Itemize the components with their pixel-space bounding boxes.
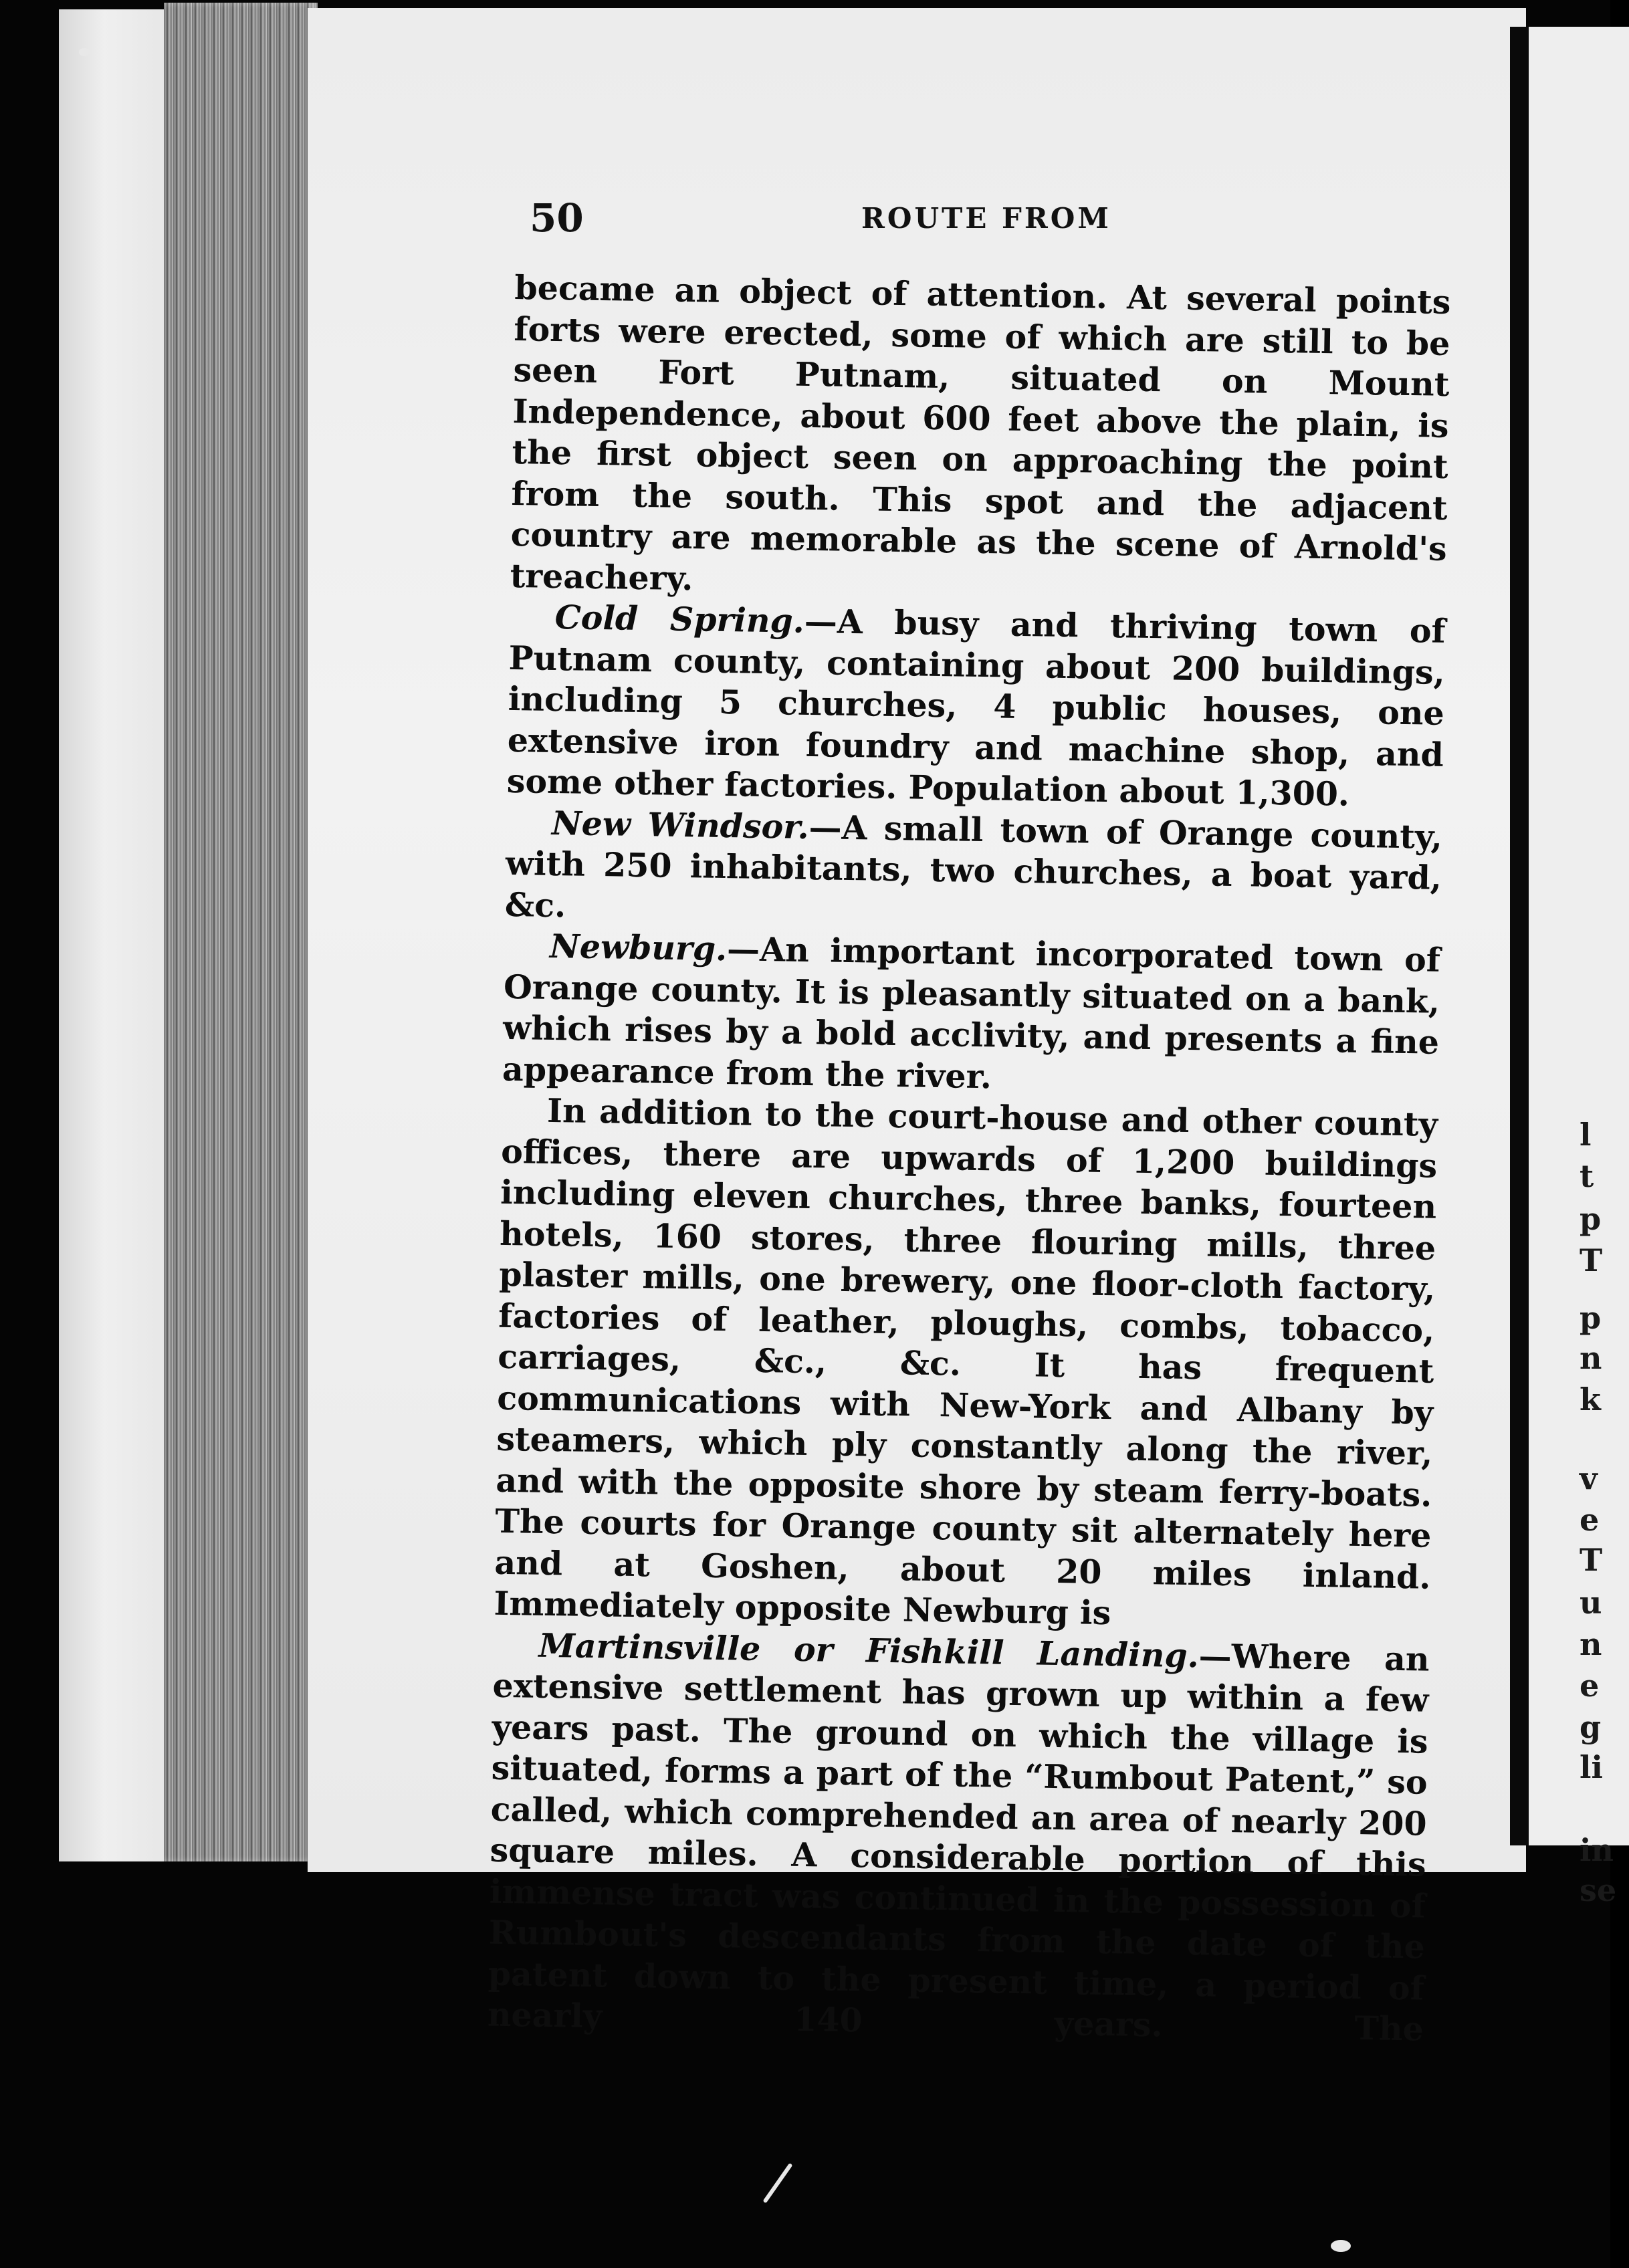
facing-fragment: n: [1580, 1626, 1602, 1662]
paragraph-martinsville: [487, 1624, 1429, 2050]
page-number: 50: [530, 195, 584, 241]
paragraph-text: In addition to the court-house and other county offices, there are upwards of 1,200 buildings including eleven churches, three banks, fourteen hotels, 160 stores, three flouring mills, three plaster mills, one brewery, one floor-cloth factory, factories of leather, ploughs, combs, tobacco, carriages, &c., &c. It has frequent communications with New-York and Albany by steamers, which ply constantly along the river, and with the opposite shore by steam ferry-boats. The courts for Orange county sit alternately here and at Goshen, about 20 miles inland. Immediately opposite Newburg is: [494, 1091, 1438, 1633]
facing-fragment: se: [1580, 1872, 1617, 1908]
paragraph: [510, 267, 1451, 611]
facing-fragment: li: [1580, 1749, 1603, 1785]
facing-fragment: g: [1580, 1709, 1602, 1745]
facing-fragment: v: [1580, 1460, 1598, 1496]
running-head: [530, 195, 1446, 249]
place-name: Cold Spring.: [554, 598, 805, 641]
scan-speck: [79, 48, 90, 56]
paragraph-text: —A small town of Orange county, with 250 inhabitants, two churches, a boat yard, &c.: [504, 807, 1443, 925]
facing-page-edge: [1510, 27, 1629, 1845]
paragraph-newburg-detail: [494, 1090, 1438, 1639]
facing-fragment: in: [1580, 1832, 1614, 1868]
paragraph-text: —A busy and thriving town of Putnam county, containing about 200 buildings, including 5 churches, 4 public houses, one extensive iron foundry and machine shop, and some other factories. Population about 1,300.: [506, 601, 1446, 814]
facing-fragment: k: [1580, 1381, 1601, 1418]
facing-fragment: n: [1580, 1340, 1602, 1376]
paragraph-text: became an object of attention. At several points forts were erected, some of which are still to be seen Fort Putnam, situated on Mount Independence, about 600 feet above the plain, is the first object seen on approaching the point from the south. This spot and the adjacent country are memorable as the scene of Arnold's treachery.: [510, 267, 1451, 598]
facing-fragment: p: [1580, 1201, 1602, 1237]
paragraph-new-windsor: [505, 802, 1443, 939]
place-name: Newburg.: [549, 926, 728, 969]
facing-fragment: T: [1580, 1242, 1603, 1278]
facing-fragment: p: [1580, 1300, 1602, 1336]
facing-fragment: e: [1580, 1668, 1600, 1704]
left-page-sliver: [59, 9, 173, 1861]
scan-speck: [1331, 2240, 1351, 2252]
paragraph-newburg: [502, 925, 1441, 1105]
running-title: ROUTE FROM: [861, 202, 1111, 235]
body-text: [487, 267, 1450, 2050]
place-name: Martinsville or Fishkill Landing.: [538, 1625, 1200, 1675]
facing-fragment: l: [1580, 1117, 1592, 1153]
paragraph-text: —An important incorporated town of Orange county. It is pleasantly situated on a bank, which rises by a bold acclivity, and presents a fine appearance from the river.: [502, 929, 1441, 1096]
place-name: New Windsor.: [551, 803, 810, 846]
facing-fragment: e: [1580, 1502, 1600, 1538]
paragraph-cold-spring: [506, 596, 1446, 816]
facing-fragment: T: [1580, 1542, 1603, 1578]
facing-fragment: u: [1580, 1585, 1602, 1621]
book-page-edges: [164, 3, 318, 1861]
facing-fragment: t: [1580, 1158, 1594, 1194]
paragraph-text: —Where an extensive settlement has grown up within a few years past. The ground on which the village is situated, forms a part of the “Rumbout Patent,” so called, which comprehended an area of nearly 200 square miles. A considerable portion of this immense tract was continued in the possession of Rumbout's descendants from the date of the patent down to the present time, a period of nearly 140 years. The: [487, 1635, 1430, 2049]
